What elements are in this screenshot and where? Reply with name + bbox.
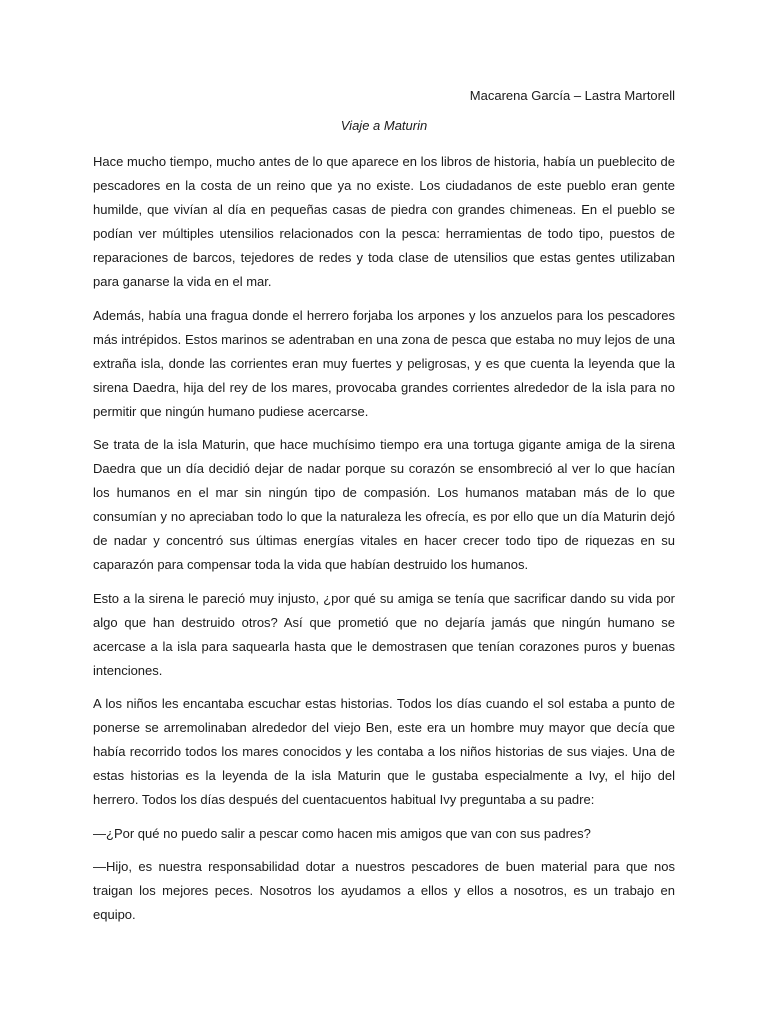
- paragraph-1: Hace mucho tiempo, mucho antes de lo que aparece en los libros de historia, había un pueblecito de pescadores en la costa de un reino que ya no existe. Los ciudadanos de este pueblo eran gente humilde, que vivían al día en pequeñas casas de piedra con grandes chimeneas. En el pueblo se podían ver múltiples utensilios relacionados con la pesca: herramientas de todo tipo, puestos de reparaciones de barcos, tejedores de redes y toda clase de utensilios que estas gentes utilizaban para ganarse la vida en el mar.: [93, 154, 675, 289]
- author-line: Macarena García – Lastra Martorell: [469, 88, 675, 103]
- paragraph-5: A los niños les encantaba escuchar estas historias. Todos los días cuando el sol estaba a punto de ponerse se arremolinaban alrededor del viejo Ben, este era un hombre muy mayor que decía que había recorrido todos los mares conocidos y les contaba a los niños historias de sus viajes. Una de estas historias es la leyenda de la isla Maturin que le gustaba especialmente a Ivy, el hijo del herrero. Todos los días después del cuentacuentos habitual Ivy preguntaba a su padre:: [93, 696, 675, 807]
- paragraph-3: Se trata de la isla Maturin, que hace muchísimo tiempo era una tortuga gigante amiga de la sirena Daedra que un día decidió dejar de nadar porque su corazón se ensombreció al ver lo que hacían los humanos en el mar sin ningún tipo de compasión. Los humanos mataban más de lo que consumían y no apreciaban todo lo que la naturaleza les ofrecía, es por ello que un día Maturin dejó de nadar y concentró sus últimas energías vitales en hacer crecer todo tipo de riquezas en su caparazón para compensar toda la vida que habían destruido los humanos.: [93, 437, 675, 572]
- story-title: Viaje a Maturin: [340, 118, 428, 133]
- dialogue-line-2: —Hijo, es nuestra responsabilidad dotar a nuestros pescadores de buen material para que nos traigan los mejores peces. Nosotros los ayudamos a ellos y ellos a nosotros, es un trabajo en equipo.: [93, 859, 675, 922]
- paragraph-4: Esto a la sirena le pareció muy injusto, ¿por qué su amiga se tenía que sacrificar dando su vida por algo que han destruido otros? Así que prometió que no dejaría jamás que ningún humano se acercase a la isla para saquearla hasta que le demostrasen que tenían corazones puros y buenas intenciones.: [93, 590, 675, 678]
- dialogue-line-1: —¿Por qué no puedo salir a pescar como hacen mis amigos que van con sus padres?: [93, 825, 591, 841]
- document-page: [93, 84, 675, 937]
- paragraph-2: Además, había una fragua donde el herrero forjaba los arpones y los anzuelos para los pescadores más intrépidos. Estos marinos se adentraban en una zona de pesca que estaba no muy lejos de una extraña isla, donde las corrientes eran muy fuertes y peligrosas, y es que cuenta la leyenda que la sirena Daedra, hija del rey de los mares, provocaba grandes corrientes alrededor de la isla para no permitir que ningún humano pudiese acercarse.: [93, 307, 675, 419]
